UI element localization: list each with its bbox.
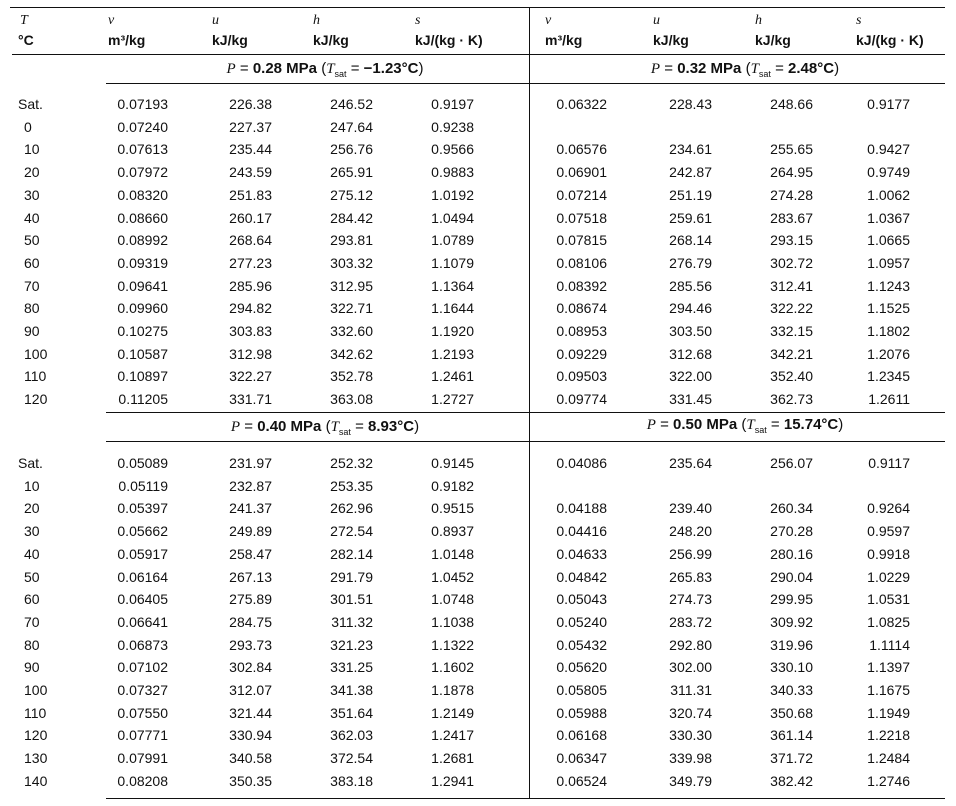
block1-left-tsat: −1.23°C: [363, 60, 419, 77]
left-s-symbol: s: [415, 13, 421, 28]
left-s-cell: 1.2149: [431, 704, 474, 721]
left-s-cell: 1.0148: [431, 545, 474, 562]
right-s-cell: 1.0062: [867, 186, 910, 203]
right-h-cell: 283.67: [770, 209, 813, 226]
left-u-cell: 231.97: [229, 455, 272, 471]
right-u-cell: 331.45: [669, 391, 712, 408]
block1-left-pressure-title: P = 0.28 MPa $(T_{sat} = -1.23^\circ C)$: [226, 60, 424, 79]
right-v-cell: 0.05620: [556, 659, 607, 676]
right-u-cell: 312.68: [669, 345, 712, 362]
right-h-cell: 352.40: [770, 368, 813, 385]
right-h-cell: 260.34: [770, 500, 813, 517]
left-u-cell: 260.17: [229, 209, 272, 226]
left-s-cell: 1.1079: [431, 254, 474, 271]
left-v-cell: 0.06405: [117, 591, 168, 608]
top-rule: [10, 7, 945, 8]
left-s-cell: 0.8937: [431, 523, 474, 540]
left-v-cell: 0.07193: [117, 96, 168, 112]
left-h-cell: 303.32: [330, 254, 373, 271]
left-h-cell: 272.54: [330, 523, 373, 540]
right-u-cell: 276.79: [669, 254, 712, 271]
left-h-cell: 322.71: [330, 300, 373, 317]
right-u-cell: 256.99: [669, 545, 712, 562]
left-v-unit: m³/kg: [108, 32, 146, 48]
left-u-cell: 312.98: [229, 345, 272, 362]
temperature-cell: 90: [24, 659, 40, 676]
right-s-cell: 1.0665: [867, 232, 910, 249]
left-v-cell: 0.05917: [117, 545, 168, 562]
right-u-cell: 294.46: [669, 300, 712, 317]
right-u-cell: 235.64: [669, 455, 712, 471]
right-u-cell: 349.79: [669, 772, 712, 789]
block2-left-tsat: 8.93°C: [368, 418, 415, 435]
right-h-cell: 299.95: [770, 591, 813, 608]
left-s-cell: 0.9197: [431, 96, 474, 112]
right-v-cell: 0.05805: [556, 682, 607, 698]
temperature-cell: 80: [24, 300, 40, 317]
left-s-cell: 1.1038: [431, 613, 474, 630]
right-v-cell: 0.04086: [556, 455, 607, 471]
left-v-cell: 0.07240: [117, 118, 168, 135]
right-v-cell: 0.09503: [556, 368, 607, 385]
left-s-cell: 1.0494: [431, 209, 474, 226]
right-u-cell: 330.30: [669, 727, 712, 744]
left-u-cell: 340.58: [229, 750, 272, 767]
right-h-cell: 270.28: [770, 523, 813, 540]
temperature-cell: 100: [24, 345, 48, 362]
right-v-cell: 0.07815: [556, 232, 607, 249]
left-h-cell: 352.78: [330, 368, 373, 385]
left-v-cell: 0.08320: [117, 186, 168, 203]
right-s-cell: 0.9177: [867, 96, 910, 112]
right-v-cell: 0.08106: [556, 254, 607, 271]
left-h-cell: 342.62: [330, 345, 373, 362]
left-u-cell: 322.27: [229, 368, 272, 385]
right-u-cell: 292.80: [669, 636, 712, 653]
right-v-cell: 0.06322: [556, 96, 607, 112]
bottom-rule: [106, 798, 945, 799]
right-h-cell: 382.42: [770, 772, 813, 789]
right-h-cell: 342.21: [770, 345, 813, 362]
left-h-cell: 321.23: [330, 636, 373, 653]
right-u-cell: 311.31: [670, 682, 712, 698]
temperature-cell: 20: [24, 500, 40, 517]
left-s-cell: 1.1878: [431, 682, 474, 698]
temperature-cell: 10: [24, 477, 40, 494]
left-u-cell: 284.75: [229, 613, 272, 630]
temperature-cell: 20: [24, 164, 40, 181]
temperature-cell: 40: [24, 209, 40, 226]
right-v-cell: 0.06168: [556, 727, 607, 744]
temperature-cell: 40: [24, 545, 40, 562]
left-u-cell: 312.07: [229, 682, 272, 698]
right-u-cell: 320.74: [669, 704, 712, 721]
right-v-cell: 0.05988: [556, 704, 607, 721]
right-h-cell: 290.04: [770, 568, 813, 585]
left-s-cell: 1.2681: [431, 750, 474, 767]
right-v-cell: 0.09774: [556, 391, 607, 408]
left-h-cell: 253.35: [330, 477, 373, 494]
left-s-cell: 1.1644: [431, 300, 474, 317]
left-u-cell: 302.84: [229, 659, 272, 676]
block2-top-rule: [106, 412, 945, 413]
left-u-cell: 227.37: [229, 118, 272, 135]
left-h-cell: 265.91: [330, 164, 373, 181]
right-u-cell: 283.72: [669, 613, 712, 630]
right-u-cell: 265.83: [669, 568, 712, 585]
right-s-cell: 0.9597: [867, 523, 910, 540]
center-divider: [529, 8, 530, 799]
right-h-cell: 248.66: [770, 96, 813, 112]
block1-left-pressure: 0.28 MPa: [252, 60, 318, 77]
right-s-cell: 1.0957: [867, 254, 910, 271]
right-u-cell: 285.56: [669, 277, 712, 294]
left-s-cell: 0.9883: [431, 164, 474, 181]
right-s-unit: kJ/(kg · K): [856, 32, 924, 48]
right-h-cell: 371.72: [770, 750, 813, 767]
right-s-cell: 1.1675: [867, 682, 910, 698]
right-u-cell: 234.61: [669, 141, 712, 158]
right-v-cell: 0.04188: [556, 500, 607, 517]
left-s-cell: 1.0748: [431, 591, 474, 608]
left-v-cell: 0.07327: [117, 682, 168, 698]
temperature-symbol: T: [20, 13, 28, 28]
left-v-cell: 0.05397: [117, 500, 168, 517]
left-h-cell: 247.64: [330, 118, 373, 135]
right-v-cell: 0.06576: [556, 141, 607, 158]
right-s-cell: 1.0825: [867, 613, 910, 630]
left-h-cell: 291.79: [330, 568, 373, 585]
right-v-cell: 0.05432: [556, 636, 607, 653]
right-s-cell: 0.9264: [867, 500, 910, 517]
left-v-cell: 0.07771: [117, 727, 168, 744]
left-v-cell: 0.07550: [117, 704, 168, 721]
left-h-unit: kJ/kg: [313, 32, 349, 48]
left-u-cell: 249.89: [229, 523, 272, 540]
right-h-cell: 362.73: [770, 391, 813, 408]
left-u-cell: 321.44: [229, 704, 272, 721]
right-v-cell: 0.04842: [556, 568, 607, 585]
left-s-cell: 0.9145: [431, 455, 474, 471]
temperature-cell: 10: [24, 141, 40, 158]
left-v-cell: 0.07972: [117, 164, 168, 181]
right-u-cell: 248.20: [669, 523, 712, 540]
left-s-cell: 1.0192: [431, 186, 474, 203]
left-u-cell: 258.47: [229, 545, 272, 562]
temperature-cell: 100: [24, 682, 48, 698]
left-s-cell: 1.1920: [431, 323, 474, 339]
left-v-cell: 0.08660: [117, 209, 168, 226]
right-v-cell: 0.05240: [556, 613, 607, 630]
right-h-cell: 274.28: [770, 186, 813, 203]
temperature-cell: 30: [24, 523, 40, 540]
right-u-symbol: u: [653, 13, 660, 28]
left-u-cell: 241.37: [229, 500, 272, 517]
right-s-cell: 1.2611: [868, 391, 910, 408]
right-u-cell: 339.98: [669, 750, 712, 767]
temperature-cell: 120: [24, 727, 48, 744]
right-v-symbol: v: [545, 13, 552, 28]
left-v-cell: 0.06641: [117, 613, 168, 630]
right-s-cell: 0.9427: [867, 141, 910, 158]
right-h-cell: 312.41: [770, 277, 813, 294]
right-v-cell: 0.06347: [556, 750, 607, 767]
block2-left-pressure-title: P = 0.40 MPa $(T_{sat} = 8.93^\circ C)$: [230, 418, 420, 437]
right-s-symbol: s: [856, 13, 862, 28]
temperature-cell: 130: [24, 750, 48, 767]
right-h-symbol: h: [755, 13, 762, 28]
left-v-cell: 0.06164: [117, 568, 168, 585]
right-u-cell: 259.61: [669, 209, 712, 226]
left-h-cell: 293.81: [330, 232, 373, 249]
block2-right-pressure-title: P = 0.50 MPa $(T_{sat} = 15.74^\circ C)$: [646, 416, 844, 435]
left-s-cell: 1.1602: [431, 659, 474, 676]
right-v-cell: 0.08674: [556, 300, 607, 317]
left-h-cell: 311.32: [331, 613, 373, 630]
block2-right-tsat: 15.74°C: [783, 416, 839, 433]
temperature-cell: 50: [24, 232, 40, 249]
left-s-cell: 1.0452: [431, 568, 474, 585]
left-v-cell: 0.07102: [117, 659, 168, 676]
left-u-cell: 350.35: [229, 772, 272, 789]
right-v-cell: 0.07518: [556, 209, 607, 226]
left-u-cell: 331.71: [229, 391, 272, 408]
left-s-cell: 0.9182: [431, 477, 474, 494]
right-v-cell: 0.06901: [556, 164, 607, 181]
right-s-cell: 1.1949: [867, 704, 910, 721]
block2-subheader-rule: [106, 441, 945, 442]
right-s-cell: 1.1397: [867, 659, 910, 676]
left-u-cell: 330.94: [229, 727, 272, 744]
left-u-unit: kJ/kg: [212, 32, 248, 48]
left-v-cell: 0.10897: [117, 368, 168, 385]
left-s-cell: 1.2727: [431, 391, 474, 408]
right-h-cell: 302.72: [770, 254, 813, 271]
left-s-cell: 1.1322: [431, 636, 474, 653]
left-v-cell: 0.10587: [117, 345, 168, 362]
right-h-cell: 264.95: [770, 164, 813, 181]
right-h-cell: 309.92: [770, 613, 813, 630]
right-h-cell: 256.07: [770, 455, 813, 471]
left-u-symbol: u: [212, 13, 219, 28]
temperature-cell: 60: [24, 591, 40, 608]
left-h-cell: 246.52: [330, 96, 373, 112]
right-v-cell: 0.04416: [556, 523, 607, 540]
temperature-cell: 0: [24, 118, 32, 135]
right-v-cell: 0.05043: [556, 591, 607, 608]
right-s-cell: 1.2218: [867, 727, 910, 744]
left-u-cell: 277.23: [229, 254, 272, 271]
temperature-cell: 70: [24, 277, 40, 294]
right-v-cell: 0.04633: [556, 545, 607, 562]
left-s-unit: kJ/(kg · K): [415, 32, 483, 48]
left-v-cell: 0.06873: [117, 636, 168, 653]
left-h-cell: 363.08: [330, 391, 373, 408]
right-v-cell: 0.08953: [556, 323, 607, 339]
right-h-cell: 350.68: [770, 704, 813, 721]
left-h-cell: 252.32: [330, 455, 373, 471]
right-v-cell: 0.08392: [556, 277, 607, 294]
right-u-cell: 303.50: [669, 323, 712, 339]
block2-right-pressure: 0.50 MPa: [673, 416, 738, 433]
left-s-cell: 0.9566: [431, 141, 474, 158]
left-h-cell: 275.12: [330, 186, 373, 203]
temperature-cell: 120: [24, 391, 48, 408]
right-v-unit: m³/kg: [545, 32, 583, 48]
temperature-cell: 110: [24, 368, 47, 385]
right-s-cell: 1.1243: [867, 277, 910, 294]
right-s-cell: 1.0531: [867, 591, 910, 608]
left-h-cell: 282.14: [330, 545, 373, 562]
left-v-cell: 0.09641: [117, 277, 168, 294]
left-u-cell: 232.87: [229, 477, 272, 494]
left-u-cell: 226.38: [229, 96, 272, 112]
right-s-cell: 0.9117: [868, 455, 910, 471]
right-s-cell: 0.9749: [867, 164, 910, 181]
left-v-cell: 0.07991: [117, 750, 168, 767]
right-u-cell: 239.40: [669, 500, 712, 517]
left-v-cell: 0.07613: [117, 141, 168, 158]
right-s-cell: 1.1802: [867, 323, 910, 339]
right-u-cell: 322.00: [669, 368, 712, 385]
right-s-cell: 1.2345: [867, 368, 910, 385]
left-v-cell: 0.05662: [117, 523, 168, 540]
temperature-unit: °C: [18, 32, 34, 48]
right-s-cell: 1.2076: [867, 345, 910, 362]
right-s-cell: 1.2484: [867, 750, 910, 767]
left-h-cell: 256.76: [330, 141, 373, 158]
left-h-cell: 262.96: [330, 500, 373, 517]
right-h-cell: 319.96: [770, 636, 813, 653]
left-v-cell: 0.08208: [117, 772, 168, 789]
left-u-cell: 235.44: [229, 141, 272, 158]
left-s-cell: 1.2461: [431, 368, 474, 385]
left-h-cell: 331.25: [330, 659, 373, 676]
left-h-symbol: h: [313, 13, 320, 28]
right-h-cell: 322.22: [770, 300, 813, 317]
right-h-cell: 330.10: [770, 659, 813, 676]
left-u-cell: 251.83: [229, 186, 272, 203]
right-u-cell: 242.87: [669, 164, 712, 181]
left-v-cell: 0.05089: [117, 455, 168, 471]
temperature-cell: 60: [24, 254, 40, 271]
left-u-cell: 275.89: [229, 591, 272, 608]
right-s-cell: 1.0229: [867, 568, 910, 585]
left-s-cell: 1.2417: [431, 727, 474, 744]
left-h-cell: 341.38: [330, 682, 373, 698]
left-h-cell: 284.42: [330, 209, 373, 226]
right-u-cell: 274.73: [669, 591, 712, 608]
left-h-cell: 383.18: [330, 772, 373, 789]
left-h-cell: 312.95: [330, 277, 373, 294]
right-v-cell: 0.06524: [556, 772, 607, 789]
right-h-cell: 280.16: [770, 545, 813, 562]
right-s-cell: 0.9918: [867, 545, 910, 562]
left-v-symbol: v: [108, 13, 115, 28]
left-s-cell: 0.9238: [431, 118, 474, 135]
right-u-cell: 251.19: [669, 186, 712, 203]
right-v-cell: 0.09229: [556, 345, 607, 362]
right-h-cell: 332.15: [770, 323, 813, 339]
temperature-cell: Sat.: [18, 96, 43, 112]
left-v-cell: 0.09960: [117, 300, 168, 317]
left-s-cell: 1.2193: [431, 345, 474, 362]
temperature-cell: 70: [24, 613, 40, 630]
right-h-cell: 340.33: [770, 682, 813, 698]
right-h-cell: 361.14: [770, 727, 813, 744]
block2-left-pressure: 0.40 MPa: [257, 418, 322, 435]
block1-right-tsat: 2.48°C: [788, 60, 835, 77]
block1-subheader-rule: [106, 83, 945, 84]
block1-right-pressure-title: P = 0.32 MPa $(T_{sat} = 2.48^\circ C)$: [650, 60, 840, 79]
right-h-unit: kJ/kg: [755, 32, 791, 48]
right-s-cell: 1.1525: [867, 300, 910, 317]
right-u-cell: 268.14: [669, 232, 712, 249]
left-v-cell: 0.09319: [117, 254, 168, 271]
left-s-cell: 1.0789: [431, 232, 474, 249]
temperature-cell: 90: [24, 323, 40, 339]
right-s-cell: 1.0367: [867, 209, 910, 226]
left-s-cell: 0.9515: [431, 500, 474, 517]
right-s-cell: 1.1114: [869, 636, 910, 653]
left-h-cell: 362.03: [330, 727, 373, 744]
left-u-cell: 268.64: [229, 232, 272, 249]
left-u-cell: 303.83: [229, 323, 272, 339]
temperature-cell: 110: [24, 704, 47, 721]
left-s-cell: 1.1364: [431, 277, 474, 294]
temperature-cell: Sat.: [18, 455, 43, 471]
header-rule: [12, 54, 945, 55]
left-h-cell: 372.54: [330, 750, 373, 767]
left-u-cell: 294.82: [229, 300, 272, 317]
right-u-unit: kJ/kg: [653, 32, 689, 48]
left-v-cell: 0.08992: [117, 232, 168, 249]
left-v-cell: 0.05119: [118, 477, 168, 494]
left-u-cell: 243.59: [229, 164, 272, 181]
temperature-cell: 140: [24, 772, 48, 789]
left-h-cell: 351.64: [330, 704, 373, 721]
temperature-cell: 30: [24, 186, 40, 203]
left-u-cell: 285.96: [229, 277, 272, 294]
left-v-cell: 0.10275: [117, 323, 168, 339]
temperature-cell: 80: [24, 636, 40, 653]
right-u-cell: 228.43: [669, 96, 712, 112]
right-u-cell: 302.00: [669, 659, 712, 676]
temperature-cell: 50: [24, 568, 40, 585]
right-h-cell: 255.65: [770, 141, 813, 158]
right-h-cell: 293.15: [770, 232, 813, 249]
left-u-cell: 267.13: [229, 568, 272, 585]
right-s-cell: 1.2746: [867, 772, 910, 789]
left-h-cell: 301.51: [330, 591, 373, 608]
right-v-cell: 0.07214: [556, 186, 607, 203]
left-u-cell: 293.73: [229, 636, 272, 653]
left-s-cell: 1.2941: [431, 772, 474, 789]
block1-right-pressure: 0.32 MPa: [677, 60, 742, 77]
left-h-cell: 332.60: [330, 323, 373, 339]
left-v-cell: 0.11205: [118, 391, 168, 408]
